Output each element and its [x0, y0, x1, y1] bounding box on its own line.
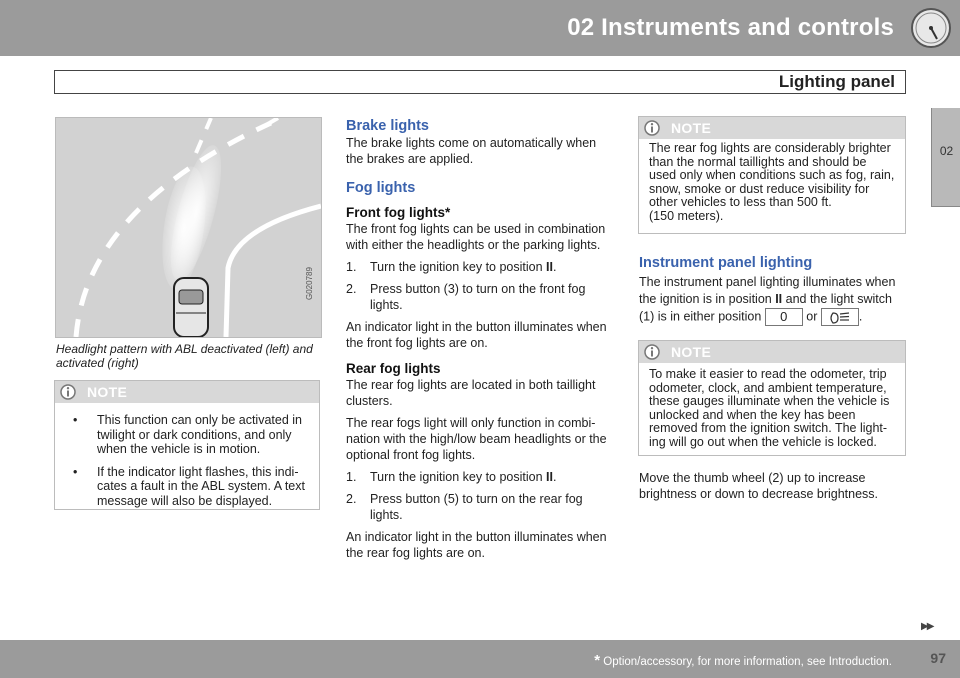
note-body: The rear fog lights are considerably brighter than the normal taillights and should be used only when conditions such as fog, rain, snow, smoke or dust reduce visibility for other vehicles to less than 500 ft. (150 meters). — [649, 141, 895, 223]
info-circle-icon — [60, 384, 76, 400]
info-circle-icon — [644, 344, 660, 360]
front-fog-indicator-text: An indicator light in the button illuminates when the front fog lights are on. — [346, 320, 607, 350]
heading-front-fog-lights: Front fog lights* — [346, 205, 451, 220]
page-header — [0, 0, 960, 56]
note-label: NOTE — [671, 120, 712, 136]
figure-caption: Headlight pattern with ABL deactivated (left) and activated (right) — [56, 342, 313, 370]
rear-fog-indicator-text: An indicator light in the button illuminates when the rear fog lights are on. — [346, 530, 607, 560]
front-fog-step-2: 2. Press button (3) to turn on the front fog lights. — [346, 282, 586, 312]
front-fog-step-1: 1. Turn the ignition key to position II. — [346, 260, 557, 274]
note-body: To make it easier to read the odometer, trip odometer, clock, and ambient temperature, these gauges illuminate when the vehicle is unlocked and when the key has been removed from the ignition switch. The light- ing will go out when the vehicle is locked. — [649, 367, 890, 449]
side-tab-label: 02 — [939, 144, 954, 158]
chapter-side-tab — [931, 108, 960, 207]
rear-fog-text-2: The rear fogs light will only function in combi- nation with the high/low beam headlights or the optional front fog lights. — [346, 416, 607, 462]
note-bullet: • If the indicator light flashes, this indi- cates a fault in the ABL system. A text message will also be displayed. — [73, 464, 305, 508]
heading-instrument-panel-lighting: Instrument panel lighting — [639, 255, 813, 271]
note-body — [55, 403, 319, 522]
heading-fog-lights: Fog lights — [346, 180, 416, 196]
headlight-illustration — [56, 118, 321, 337]
note-header — [639, 341, 905, 363]
double-chevron-right-icon: ▶▶ — [921, 621, 933, 632]
front-fog-text: The front fog lights can be used in combination with either the headlights or the parking lights. — [346, 222, 606, 252]
note-label: NOTE — [87, 384, 128, 400]
rear-fog-step-1: 1. Turn the ignition key to position II. — [346, 470, 557, 484]
note-header — [639, 117, 905, 139]
note-box-odometer — [638, 340, 906, 456]
rear-fog-text-1: The rear fog lights are located in both taillight clusters. — [346, 378, 596, 408]
note-label: NOTE — [671, 344, 712, 360]
headlight-beam-icon — [821, 308, 859, 326]
panel-lighting-text: The instrument panel lighting illuminates when the ignition is in position II and the light switch (1) is in either position 0 or . — [639, 275, 896, 324]
rear-fog-step-2: 2. Press button (5) to turn on the rear fog lights. — [346, 492, 583, 522]
note-box-rear-fog — [638, 116, 906, 234]
right-column — [639, 254, 907, 332]
page-number: 97 — [930, 650, 946, 666]
middle-column — [346, 117, 614, 567]
thumb-wheel-text: Move the thumb wheel (2) up to increase brightness or down to decrease brightness. — [639, 471, 879, 501]
info-circle-icon — [644, 120, 660, 136]
switch-position-zero-symbol: 0 — [765, 308, 803, 326]
headlight-figure — [55, 117, 322, 338]
heading-rear-fog-lights: Rear fog lights — [346, 361, 441, 376]
brake-lights-text: The brake lights come on automatically when the brakes are applied. — [346, 136, 597, 166]
note-bullet: • This function can only be activated in twilight or dark conditions, and only when the vehicle is in motion. — [73, 413, 302, 456]
section-title: Lighting panel — [778, 72, 895, 91]
gauge-icon — [909, 6, 953, 50]
heading-brake-lights: Brake lights — [346, 118, 429, 134]
page-footer — [0, 640, 960, 678]
chapter-title: 02 Instruments and controls — [567, 14, 894, 41]
note-box-abl — [54, 380, 320, 510]
section-bar — [54, 70, 906, 94]
figure-code: G020789 — [305, 267, 314, 300]
footer-option-note: * Option/accessory, for more information, see Introduction. — [594, 652, 892, 669]
note-header — [55, 381, 319, 403]
